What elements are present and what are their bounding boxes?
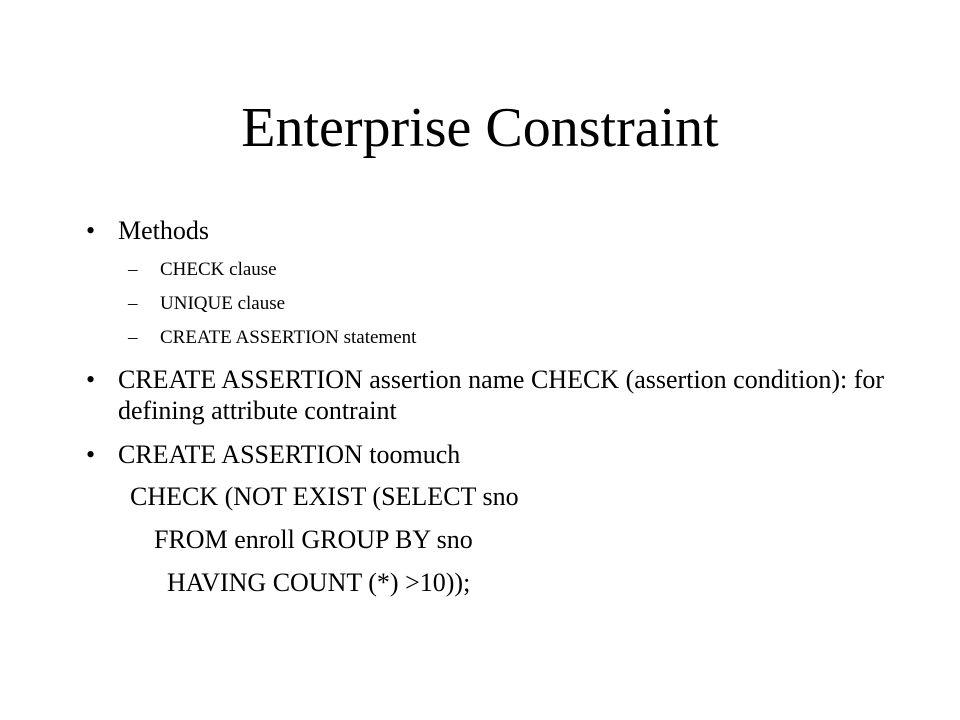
- bullet-text: CREATE ASSERTION assertion name CHECK (assertion condition): for defining attribute contraint: [118, 365, 885, 425]
- dash-icon: –: [128, 293, 138, 314]
- dash-icon: –: [128, 327, 138, 348]
- slide-title: Enterprise Constraint: [241, 97, 719, 159]
- dash-icon: –: [128, 259, 138, 280]
- code-line-having: HAVING COUNT (*) >10));: [167, 568, 471, 597]
- code-line-check: CHECK (NOT EXIST (SELECT sno: [130, 482, 519, 511]
- bullet-text: Methods: [118, 216, 209, 245]
- bullet-icon: •: [86, 365, 96, 394]
- code-line-from: FROM enroll GROUP BY sno: [154, 525, 473, 554]
- sub-item-text: CHECK clause: [160, 259, 277, 280]
- sub-item-text: CREATE ASSERTION statement: [160, 327, 417, 348]
- bullet-icon: •: [86, 216, 96, 245]
- bullet-text: CREATE ASSERTION toomuch: [118, 440, 461, 469]
- bullet-icon: •: [86, 440, 96, 469]
- sub-item-text: UNIQUE clause: [160, 293, 286, 314]
